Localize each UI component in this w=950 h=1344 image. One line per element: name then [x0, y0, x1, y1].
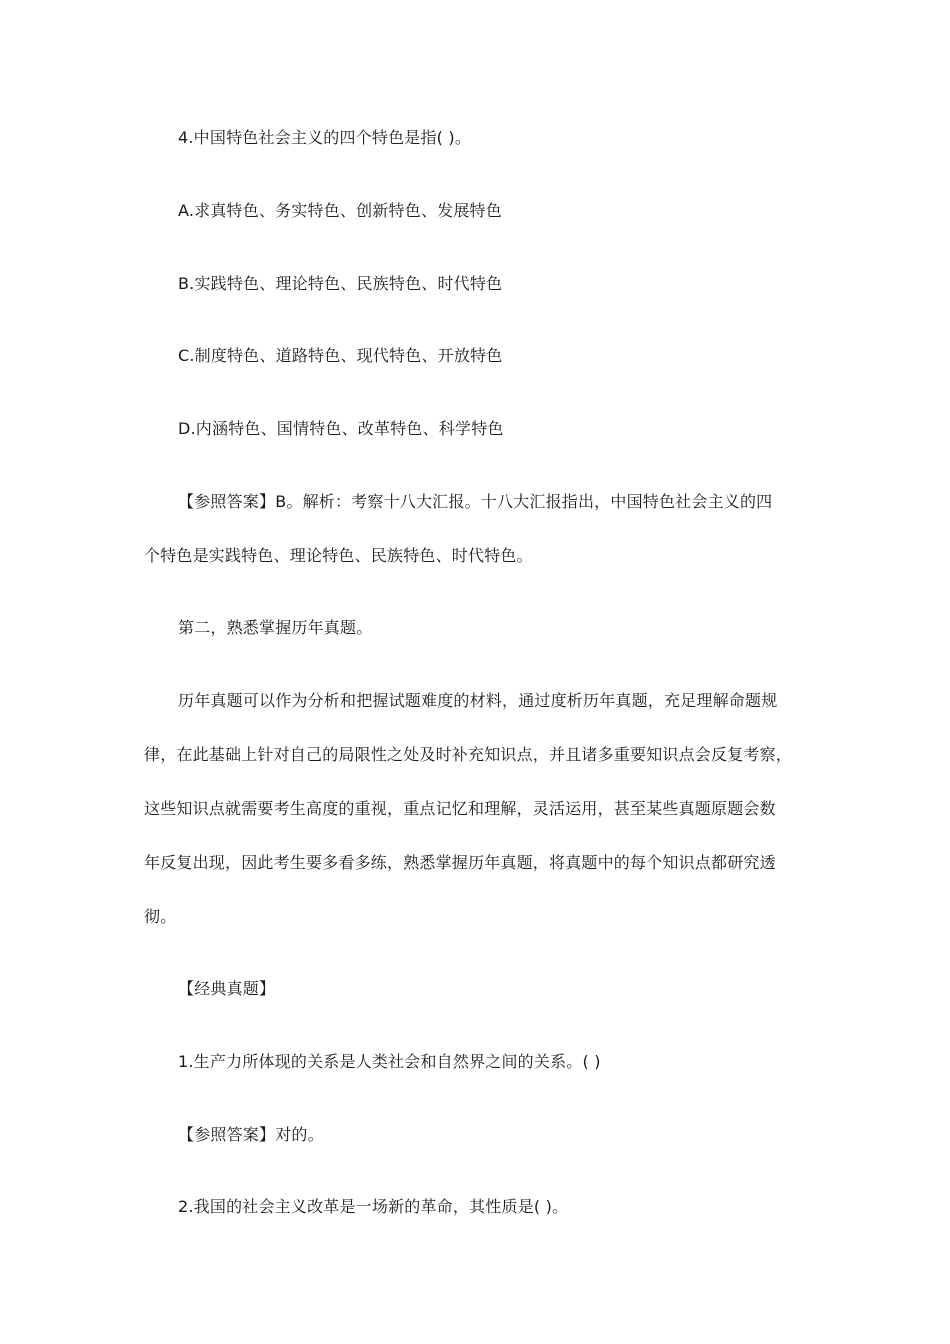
question-4-stem: 4.中国特色社会主义的四个特色是指( )。	[178, 128, 472, 147]
answer-line-1: 【参照答案】B。解析：考察十八大汇报。十八大汇报指出，中国特色社会主义的四	[178, 492, 773, 511]
classic-heading: 【经典真题】	[178, 979, 276, 998]
paragraph-line-5: 彻。	[144, 907, 177, 926]
option-b: B.实践特色、理论特色、民族特色、时代特色	[178, 274, 503, 293]
paragraph-line-1: 历年真题可以作为分析和把握试题难度的材料，通过度析历年真题，充足理解命题规	[178, 691, 778, 710]
option-d: D.内涵特色、国情特色、改革特色、科学特色	[178, 419, 504, 438]
answer-line-2: 个特色是实践特色、理论特色、民族特色、时代特色。	[144, 546, 533, 565]
paragraph-line-3: 这些知识点就需要考生高度的重视，重点记忆和理解，灵活运用，甚至某些真题原题会数	[144, 799, 776, 818]
classic-question-1: 1.生产力所体现的关系是人类社会和自然界之间的关系。( )	[178, 1052, 601, 1071]
paragraph-line-4: 年反复出现，因此考生要多看多练，熟悉掌握历年真题，将真题中的每个知识点都研究透	[144, 853, 776, 872]
classic-question-2: 2.我国的社会主义改革是一场新的革命，其性质是( )。	[178, 1197, 569, 1216]
paragraph-line-2: 律，在此基础上针对自己的局限性之处及时补充知识点，并且诸多重要知识点会反复考察，	[144, 745, 793, 764]
section-2-heading: 第二，熟悉掌握历年真题。	[178, 618, 373, 637]
option-a: A.求真特色、务实特色、创新特色、发展特色	[178, 201, 502, 220]
option-c: C.制度特色、道路特色、现代特色、开放特色	[178, 346, 503, 365]
classic-answer-1: 【参照答案】对的。	[178, 1125, 324, 1144]
